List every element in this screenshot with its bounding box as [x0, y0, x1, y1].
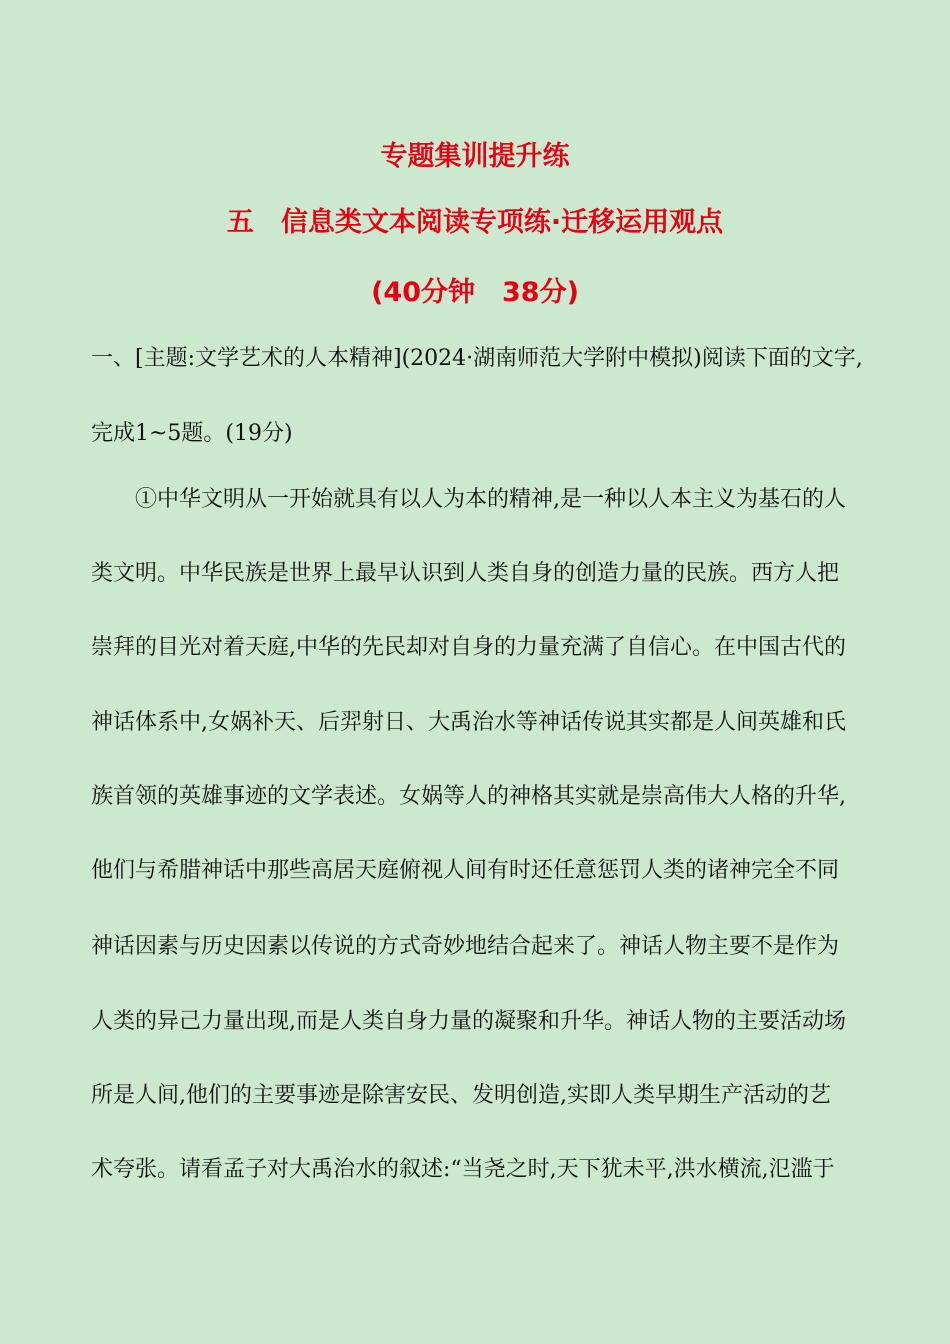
passage-line: ①中华文明从一开始就具有以人为本的精神,是一种以人本主义为基石的人: [91, 487, 846, 512]
passage-line: 神话体系中,女娲补天、后羿射日、大禹治水等神话传说其实都是人间英雄和氏: [91, 710, 846, 735]
passage-line: 族首领的英雄事迹的文学表述。女娲等人的神格其实就是崇高伟大人格的升华,: [91, 784, 846, 809]
passage-line: 他们与希腊神话中那些高居天庭俯视人间有时还任意惩罚人类的诸神完全不同: [91, 858, 840, 883]
passage-line: 类文明。中华民族是世界上最早认识到人类自身的创造力量的民族。西方人把: [91, 561, 840, 586]
passage-line: 人类的异己力量出现,而是人类自身力量的凝聚和升华。神话人物的主要活动场: [91, 1009, 846, 1034]
section-title: 专题集训提升练: [380, 141, 570, 172]
passage-line: 所是人间,他们的主要事迹是除害安民、发明创造,实即人类早期生产活动的艺: [91, 1083, 831, 1108]
time-score-note: (40分钟 38分): [371, 277, 579, 308]
question-intro-line: 一、[主题:文学艺术的人本精神](2024·湖南师范大学附中模拟)阅读下面的文字,: [91, 346, 863, 371]
section-subtitle: 五 信息类文本阅读专项练·迁移运用观点: [226, 207, 724, 238]
passage-line: 崇拜的目光对着天庭,中华的先民却对自身的力量充满了自信心。在中国古代的: [91, 635, 846, 660]
question-intro-line: 完成1~5题。(19分): [91, 421, 293, 446]
passage-line: 术夸张。请看孟子对大禹治水的叙述:“当尧之时,天下犹未平,洪水横流,氾滥于: [91, 1157, 835, 1182]
passage-line: 神话因素与历史因素以传说的方式奇妙地结合起来了。神话人物主要不是作为: [91, 934, 840, 959]
